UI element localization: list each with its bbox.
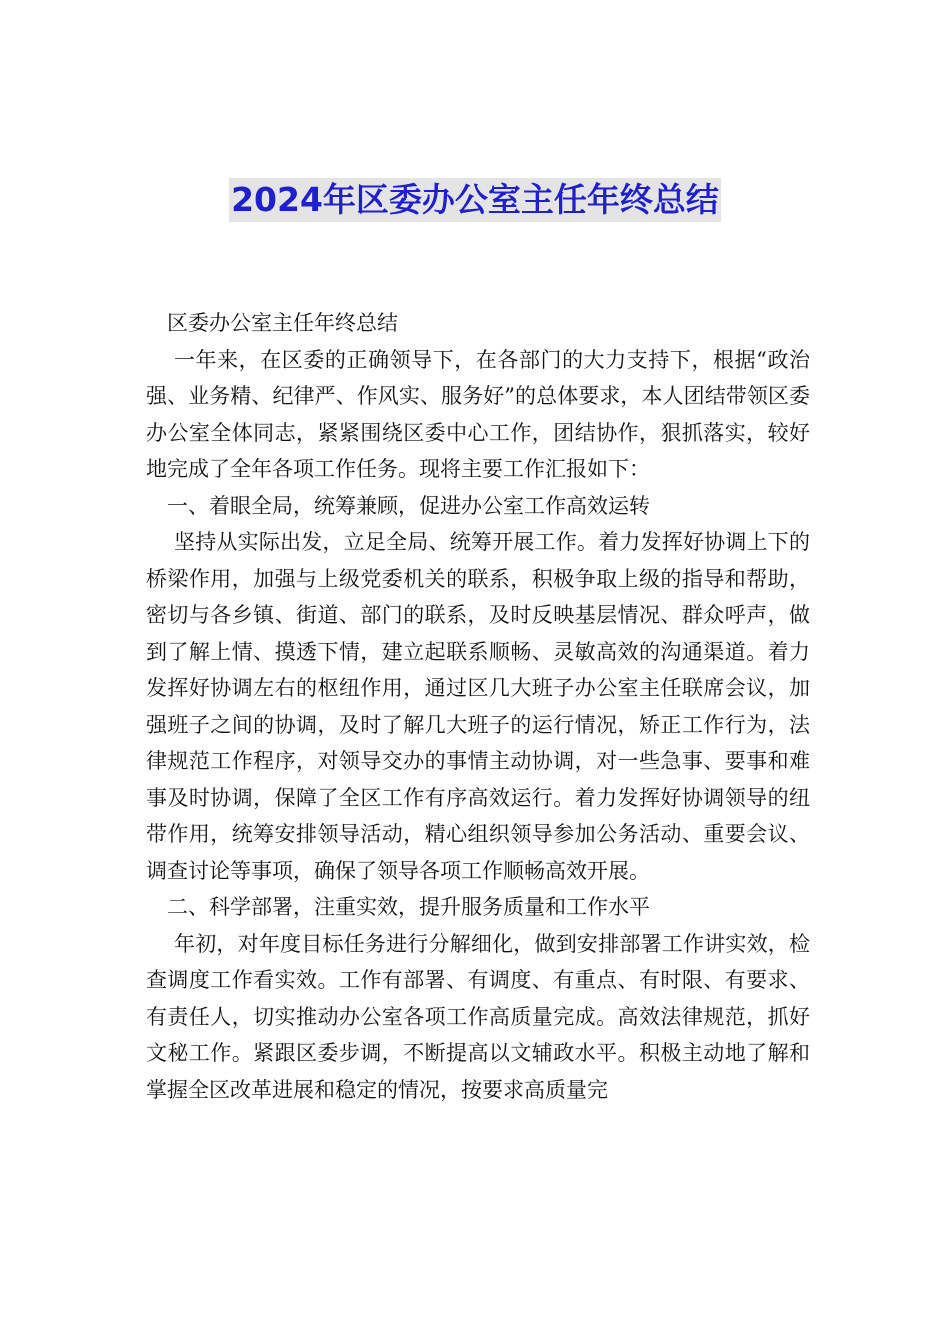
intro-paragraph: 一年来，在区委的正确领导下，在各部门的大力支持下，根据“政治强、业务精、纪律严、作风实、服务好”的总体要求，本人团结带领区委办公室全体同志，紧紧围绕区委中心工作，团结协作，狠抓落实，较好地完成了全年各项工作任务。现将主要工作汇报如下： bbox=[146, 347, 810, 481]
section-1-paragraph: 坚持从实际出发，立足全局、统筹开展工作。着力发挥好协调上下的桥梁作用，加强与上级党委机关的联系，积极争取上级的指导和帮助，密切与各乡镇、街道、部门的联系，及时反映基层情况、群众呼声，做到了解上情、摸透下情，建立起联系顺畅、灵敏高效的沟通渠道。着力发挥好协调左右的枢纽作用，通过区几大班子办公室主任联席会议，加强班子之间的协调，及时了解几大班子的运行情况，矫正工作行为，法律规范工作程序，对领导交办的事情主动协调，对一些急事、要事和难事及时协调，保障了全区工作有序高效运行。着力发挥好协调领导的纽带作用，统筹安排领导活动，精心组织领导参加公务活动、重要会议、调查讨论等事项，确保了领导各项工作顺畅高效开展。 bbox=[146, 530, 810, 883]
section-heading-1: 一、着眼全局，统筹兼顾，促进办公室工作高效运转 bbox=[167, 493, 650, 518]
document-title: 2024年区委办公室主任年终总结 bbox=[229, 178, 721, 222]
section-heading-2: 二、科学部署，注重实效，提升服务质量和工作水平 bbox=[167, 895, 650, 919]
title-container bbox=[0, 178, 950, 222]
section-2-paragraph: 年初，对年度目标任务进行分解细化，做到安排部署工作讲实效，检查调度工作看实效。工作有部署、有调度、有重点、有时限、有要求、有责任人，切实推动办公室各项工作高质量完成。高效法律规范，抓好文秘工作。紧跟区委步调，不断提高以文辅政水平。积极主动地了解和掌握全区改革进展和稳定的情况，按要求高质量完 bbox=[146, 931, 810, 1102]
document-body bbox=[146, 305, 810, 1108]
subtitle-paragraph: 区委办公室主任年终总结 bbox=[167, 311, 398, 335]
